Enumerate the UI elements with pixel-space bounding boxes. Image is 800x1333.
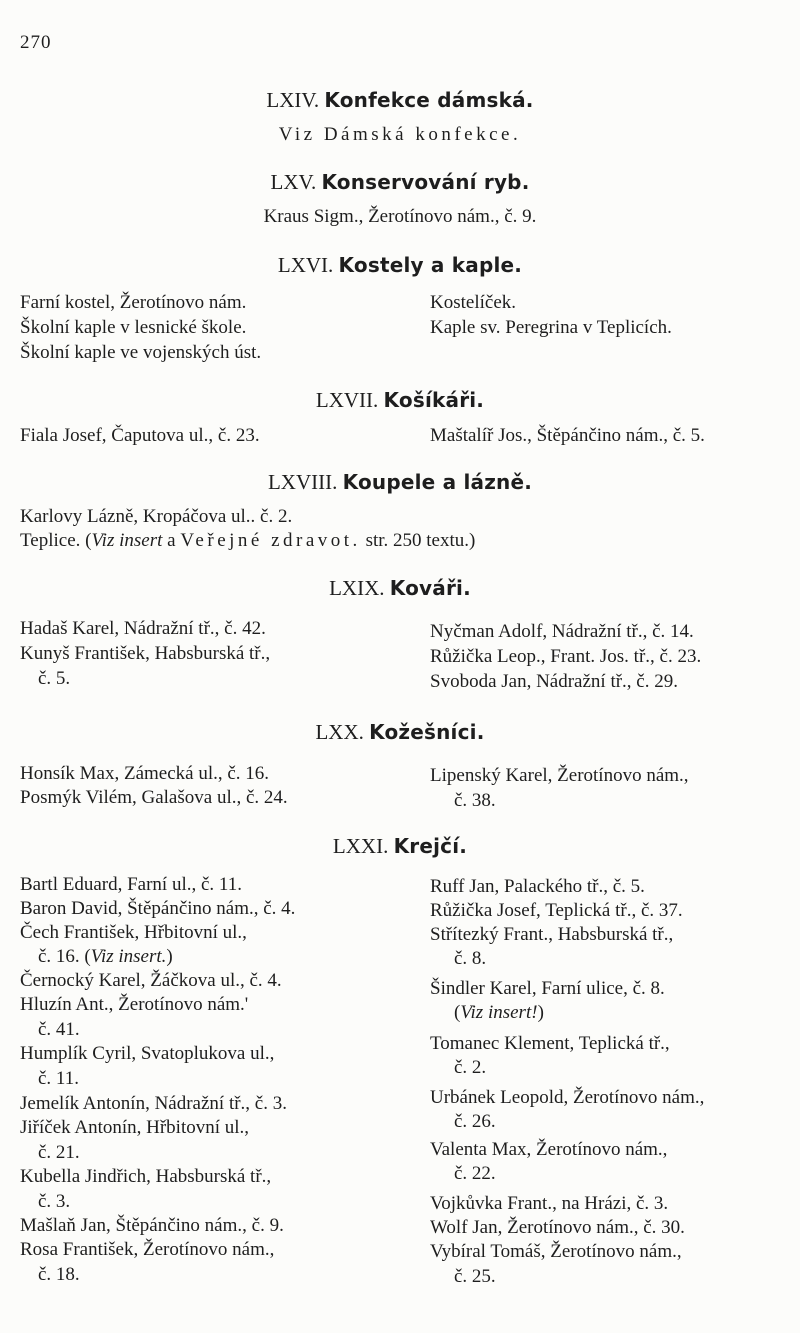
section-text: Viz Dámská konfekce. — [278, 124, 522, 145]
list-item: Maštalíř Jos., Štěpánčino nám., č. 5. — [430, 425, 705, 446]
list-item: Vybíral Tomáš, Žerotínovo nám., — [430, 1241, 682, 1262]
section-heading-lxvii: LXVII. Košíkáři. — [315, 388, 485, 412]
section-heading-lxxi: LXXI. Krejčí. — [332, 834, 468, 858]
section-heading-lxx: LXX. Kožešníci. — [315, 720, 485, 744]
list-item: Urbánek Leopold, Žerotínovo nám., — [430, 1087, 705, 1108]
list-item: č. 8. — [454, 948, 487, 969]
list-item: č. 5. — [38, 668, 71, 689]
list-item: č. 11. — [38, 1068, 79, 1089]
list-item: č. 3. — [38, 1191, 71, 1212]
list-item: Bartl Eduard, Farní ul., č. 11. — [20, 874, 242, 895]
list-item: Jiříček Antonín, Hřbitovní ul., — [20, 1117, 250, 1138]
list-item: Kubella Jindřich, Habsburská tř., — [20, 1166, 272, 1187]
list-item: (Viz insert!) — [454, 1002, 544, 1023]
list-item: Ruff Jan, Palackého tř., č. 5. — [430, 876, 645, 897]
list-item: Humplík Cyril, Svatoplukova ul., — [20, 1043, 275, 1064]
list-item: Střítezký Frant., Habsburská tř., — [430, 924, 674, 945]
insert-reference: Viz insert. — [90, 946, 167, 967]
insert-reference: Viz insert! — [460, 1002, 538, 1023]
list-item: č. 2. — [454, 1057, 487, 1078]
list-item: Hadaš Karel, Nádražní tř., č. 42. — [20, 618, 266, 639]
section-heading-lxvi: LXVI. Kostely a kaple. — [277, 253, 523, 277]
list-item: Růžička Josef, Teplická tř., č. 37. — [430, 900, 683, 921]
list-item: Tomanec Klement, Teplická tř., — [430, 1033, 670, 1054]
list-item: Čech František, Hřbitovní ul., — [20, 922, 247, 943]
section-heading-lxiv: LXIV. Konfekce dámská. — [266, 88, 534, 112]
list-item: č. 26. — [454, 1111, 496, 1132]
list-item: Školní kaple v lesnické škole. — [20, 317, 247, 338]
list-item: Farní kostel, Žerotínovo nám. — [20, 292, 247, 313]
list-item: Černocký Karel, Žáčkova ul., č. 4. — [20, 970, 282, 991]
list-item: č. 25. — [454, 1266, 496, 1287]
list-item: č. 38. — [454, 790, 496, 811]
list-item: Růžička Leop., Frant. Jos. tř., č. 23. — [430, 646, 702, 667]
list-item: Školní kaple ve vojenských úst. — [20, 342, 262, 363]
list-item: č. 16. (Viz insert.) — [38, 946, 173, 967]
insert-reference: Viz insert — [91, 530, 163, 551]
list-item: Svoboda Jan, Nádražní tř., č. 29. — [430, 671, 678, 692]
list-item: Karlovy Lázně, Kropáčova ul.. č. 2. — [20, 506, 293, 527]
list-item: č. 22. — [454, 1163, 496, 1184]
list-item: Kostelíček. — [430, 292, 517, 313]
list-item: Rosa František, Žerotínovo nám., — [20, 1239, 275, 1260]
list-item: č. 21. — [38, 1142, 80, 1163]
list-item: Honsík Max, Zámecká ul., č. 16. — [20, 763, 270, 784]
list-item: Kaple sv. Peregrina v Teplicích. — [430, 317, 672, 338]
section-heading-lxix: LXIX. Kováři. — [329, 576, 471, 600]
section-heading-lxviii: LXVIII. Koupele a lázně. — [267, 470, 533, 494]
list-item: Fiala Josef, Čaputova ul., č. 23. — [20, 425, 260, 446]
list-item: Posmýk Vilém, Galašova ul., č. 24. — [20, 787, 288, 808]
list-item: Nyčman Adolf, Nádražní tř., č. 14. — [430, 621, 694, 642]
list-item: Hluzín Ant., Žerotínovo nám.' — [20, 994, 249, 1015]
list-item: Teplice. (Viz insert a Veřejné zdravot. str. 250 textu.) — [20, 530, 476, 551]
list-item: Valenta Max, Žerotínovo nám., — [430, 1139, 668, 1160]
page-number: 270 — [20, 32, 52, 53]
list-item: č. 18. — [38, 1264, 80, 1285]
list-item: Lipenský Karel, Žerotínovo nám., — [430, 765, 689, 786]
list-item: č. 41. — [38, 1019, 80, 1040]
list-item: Wolf Jan, Žerotínovo nám., č. 30. — [430, 1217, 685, 1238]
list-item: Mašlaň Jan, Štěpánčino nám., č. 9. — [20, 1215, 284, 1236]
list-item: Jemelík Antonín, Nádražní tř., č. 3. — [20, 1093, 287, 1114]
list-item: Vojkůvka Frant., na Hrázi, č. 3. — [430, 1193, 669, 1214]
section-text: Kraus Sigm., Žerotínovo nám., č. 9. — [263, 206, 537, 227]
list-item: Šindler Karel, Farní ulice, č. 8. — [430, 978, 665, 999]
list-item: Kunyš František, Habsburská tř., — [20, 643, 271, 664]
section-heading-lxv: LXV. Konservování ryb. — [270, 170, 530, 194]
list-item: Baron David, Štěpánčino nám., č. 4. — [20, 898, 296, 919]
